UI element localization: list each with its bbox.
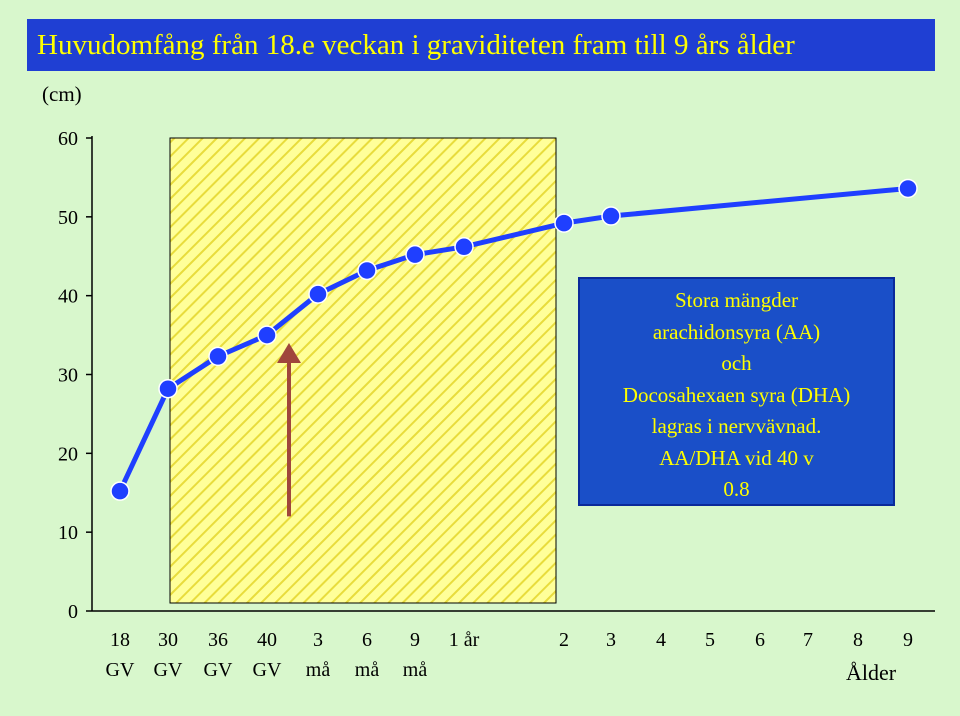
- x-tick-label: 7: [803, 629, 813, 651]
- x-tick-sublabel: må: [402, 659, 428, 681]
- x-tick-label: 5: [705, 629, 715, 651]
- info-line: Docosahexaen syra (DHA): [622, 382, 851, 407]
- y-tick-label: 60: [58, 128, 78, 150]
- data-point: [555, 214, 573, 232]
- x-tick-sublabel: GV: [153, 659, 183, 681]
- data-point: [455, 238, 473, 256]
- y-tick-label: 50: [58, 206, 78, 229]
- x-tick-sublabel: må: [305, 659, 331, 681]
- info-box: [578, 277, 895, 506]
- x-tick-label: 4: [656, 629, 666, 651]
- x-tick-label: 6: [755, 629, 765, 651]
- x-tick-label: 6: [362, 629, 372, 651]
- data-point: [159, 380, 177, 398]
- chart-title: Huvudomfång från 18.e veckan i graviditeten fram till 9 års ålder: [37, 28, 795, 61]
- x-tick-label: 1 år: [448, 629, 480, 651]
- data-point: [111, 482, 129, 500]
- info-line: 0.8: [723, 477, 750, 501]
- info-line: och: [721, 351, 752, 375]
- x-tick-label: 3: [606, 629, 616, 651]
- y-tick-label: 30: [58, 364, 78, 387]
- info-line: AA/DHA vid 40 v: [659, 445, 814, 470]
- y-tick-label: 0: [68, 601, 78, 623]
- x-tick-label: 3: [313, 629, 323, 651]
- y-tick-label: 40: [58, 285, 78, 308]
- x-tick-label: 18: [110, 629, 130, 651]
- x-tick-label: 40: [257, 629, 277, 651]
- x-tick-sublabel: GV: [252, 659, 282, 681]
- y-axis-unit: (cm): [42, 82, 82, 106]
- info-line: arachidonsyra (AA): [652, 319, 821, 344]
- data-point: [258, 326, 276, 344]
- data-point: [899, 179, 917, 197]
- x-tick-label: 8: [853, 629, 863, 651]
- x-tick-label: 30: [158, 629, 178, 651]
- y-tick-label: 20: [58, 443, 78, 466]
- data-point: [358, 261, 376, 279]
- y-tick-label: 10: [58, 522, 78, 545]
- x-tick-sublabel: GV: [105, 659, 135, 681]
- info-line: lagras i nervvävnad.: [651, 414, 822, 438]
- x-tick-label: 2: [559, 629, 569, 651]
- x-tick-label: 9: [410, 629, 420, 651]
- x-tick-label: 36: [208, 629, 228, 651]
- x-tick-sublabel: GV: [203, 659, 233, 681]
- x-tick-label: 9: [903, 629, 913, 651]
- info-line: Stora mängder: [674, 288, 799, 312]
- data-point: [602, 207, 620, 225]
- data-point: [309, 285, 327, 303]
- highlight-region: [170, 138, 556, 603]
- data-point: [406, 246, 424, 264]
- x-tick-sublabel: må: [354, 659, 380, 681]
- data-point: [209, 347, 227, 365]
- x-axis-title: Ålder: [846, 660, 897, 685]
